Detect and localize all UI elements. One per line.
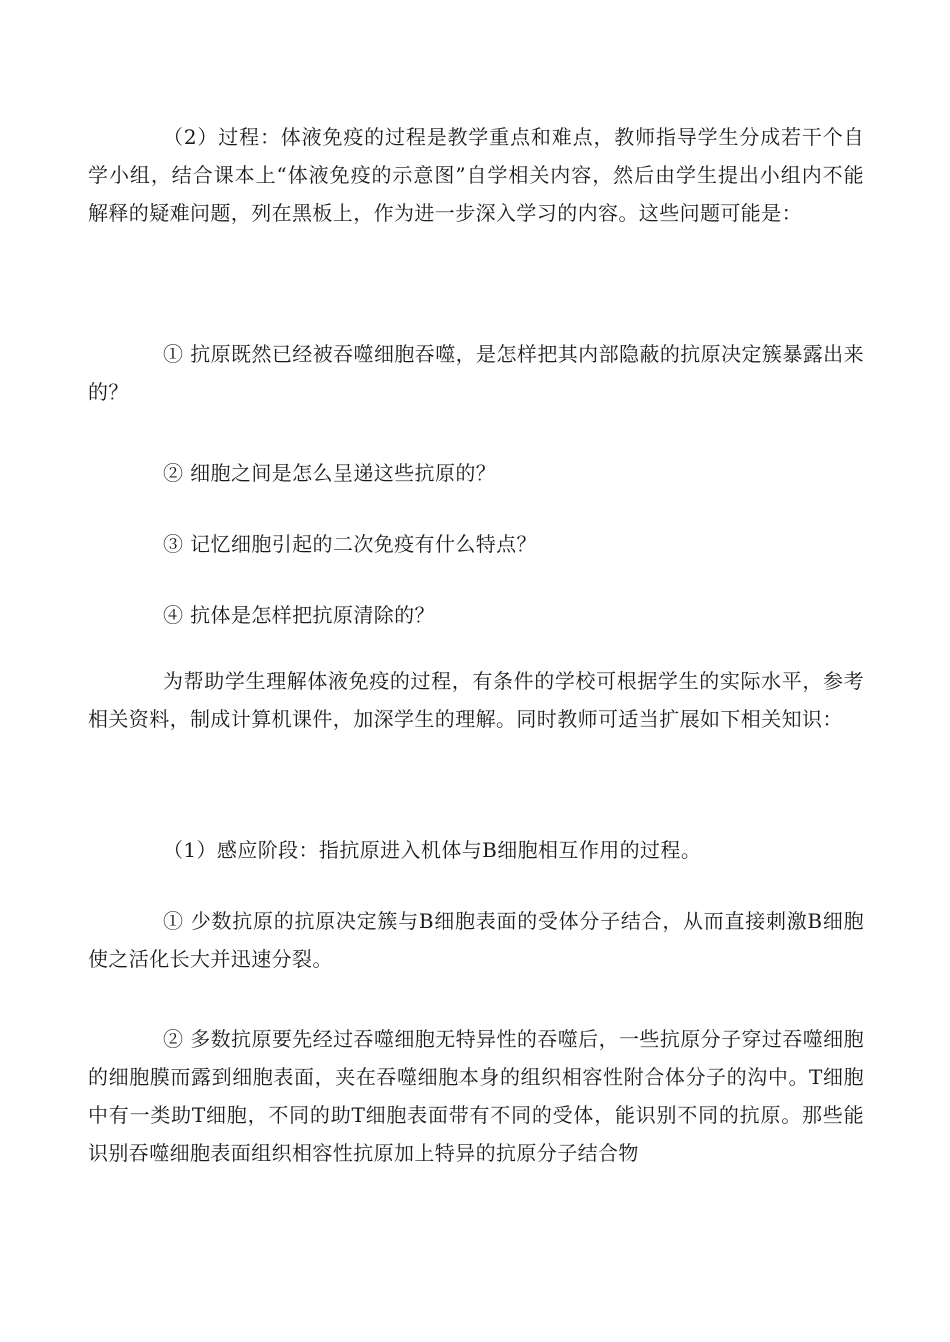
paragraph-induction-point-2: ② 多数抗原要先经过吞噬细胞无特异性的吞噬后，一些抗原分子穿过吞噬细胞的细胞膜而露到细胞表面，夹在吞噬细胞本身的组织相容性附合体分子的沟中。T细胞中有一类助T细胞，不同的助T细胞表面带有不同的受体，能识别不同的抗原。那些能识别吞噬细胞表面组织相容性抗原加上特异的抗原分子结合物 [88,1027,864,1165]
paragraph-courseware: 为帮助学生理解体液免疫的过程，有条件的学校可根据学生的实际水平，参考相关资料，制成计算机课件，加深学生的理解。同时教师可适当扩展如下相关知识： [88,669,864,731]
paragraph-process-intro: （2）过程：体液免疫的过程是教学重点和难点，教师指导学生分成若干个自学小组，结合课本上“体液免疫的示意图”自学相关内容，然后由学生提出小组内不能解释的疑难问题，列在黑板上，作为进一步深入学习的内容。这些问题可能是： [88,125,864,225]
paragraph-question-3: ③ 记忆细胞引起的二次免疫有什么特点？ [163,532,537,556]
paragraph-induction-point-1: ① 少数抗原的抗原决定簇与B细胞表面的受体分子结合，从而直接刺激B细胞使之活化长大并迅速分裂。 [88,909,864,971]
paragraph-question-4: ④ 抗体是怎样把抗原清除的？ [163,603,435,627]
paragraph-question-2: ② 细胞之间是怎么呈递这些抗原的？ [163,461,497,485]
paragraph-question-1: ① 抗原既然已经被吞噬细胞吞噬，是怎样把其内部隐蔽的抗原决定簇暴露出来的？ [88,342,864,404]
paragraph-induction-stage: （1）感应阶段：指抗原进入机体与B细胞相互作用的过程。 [163,838,702,862]
